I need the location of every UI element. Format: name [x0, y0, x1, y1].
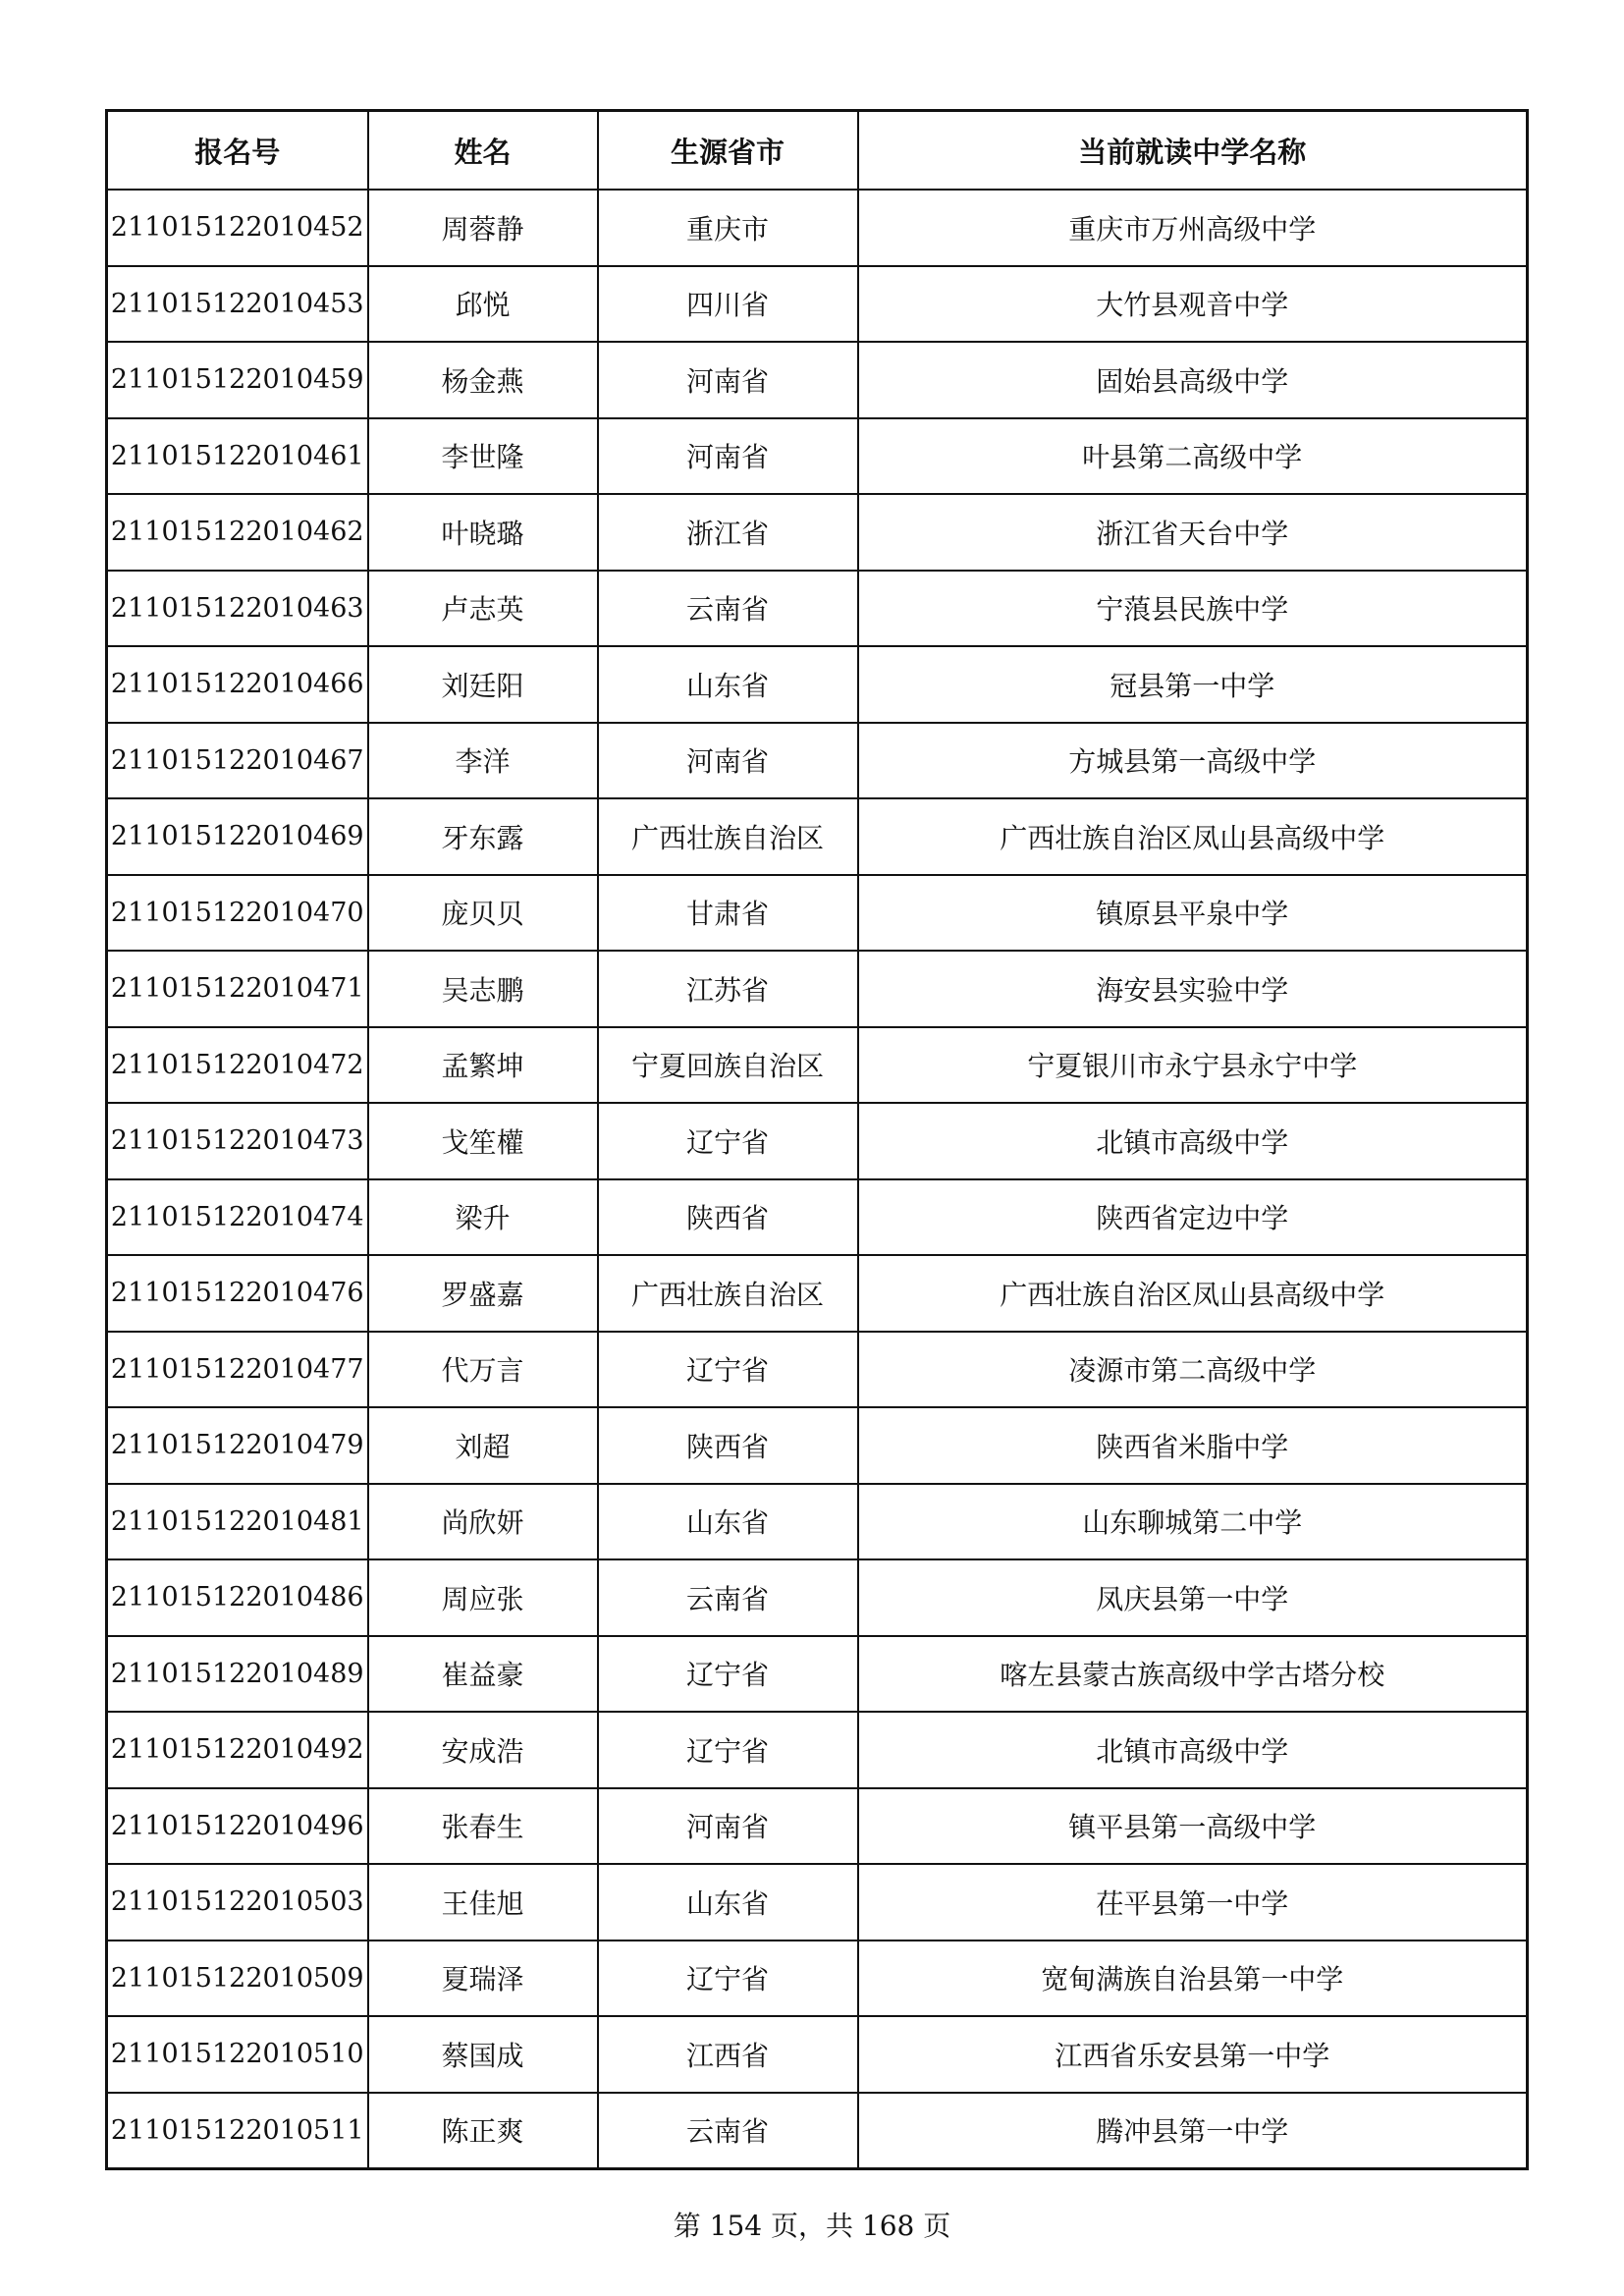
- table-row: [107, 1332, 1528, 1408]
- province-cell: 河南省: [598, 723, 858, 799]
- table-row: [107, 1255, 1528, 1332]
- table-body: [107, 190, 1528, 2169]
- name-cell: 杨金燕: [368, 342, 598, 418]
- province-cell: 河南省: [598, 418, 858, 495]
- registration-number-cell: 211015122010476: [107, 1255, 368, 1332]
- registration-number-cell: 211015122010473: [107, 1103, 368, 1179]
- name-cell: 牙东露: [368, 798, 598, 875]
- table-row: [107, 1559, 1528, 1636]
- registration-number-cell: 211015122010472: [107, 1027, 368, 1104]
- table-row: [107, 1484, 1528, 1560]
- province-cell: 河南省: [598, 1788, 858, 1865]
- name-cell: 卢志英: [368, 571, 598, 647]
- name-cell: 李洋: [368, 723, 598, 799]
- registration-number-cell: 211015122010466: [107, 646, 368, 723]
- table-row: [107, 723, 1528, 799]
- province-cell: 辽宁省: [598, 1636, 858, 1713]
- registration-number-cell: 211015122010489: [107, 1636, 368, 1713]
- name-cell: 吴志鹏: [368, 951, 598, 1027]
- school-cell: 腾冲县第一中学: [858, 2093, 1528, 2169]
- table-row: [107, 798, 1528, 875]
- table-row: [107, 571, 1528, 647]
- name-cell: 梁升: [368, 1179, 598, 1256]
- header-province: 生源省市: [598, 111, 858, 191]
- registration-number-cell: 211015122010510: [107, 2016, 368, 2093]
- province-cell: 山东省: [598, 1484, 858, 1560]
- province-cell: 云南省: [598, 571, 858, 647]
- header-name: 姓名: [368, 111, 598, 191]
- school-cell: 镇原县平泉中学: [858, 875, 1528, 952]
- registration-number-cell: 211015122010474: [107, 1179, 368, 1256]
- table-row: [107, 1636, 1528, 1713]
- registration-number-cell: 211015122010492: [107, 1712, 368, 1788]
- page-footer: 第 154 页，共 168 页: [673, 2210, 951, 2242]
- name-cell: 安成浩: [368, 1712, 598, 1788]
- table-row: [107, 1712, 1528, 1788]
- registration-number-cell: 211015122010470: [107, 875, 368, 952]
- province-cell: 浙江省: [598, 494, 858, 571]
- name-cell: 邱悦: [368, 266, 598, 343]
- name-cell: 王佳旭: [368, 1864, 598, 1941]
- table-header: [107, 111, 1528, 191]
- province-cell: 山东省: [598, 1864, 858, 1941]
- registration-number-cell: 211015122010467: [107, 723, 368, 799]
- school-cell: 宁蒗县民族中学: [858, 571, 1528, 647]
- table-row: [107, 342, 1528, 418]
- registration-number-cell: 211015122010461: [107, 418, 368, 495]
- province-cell: 四川省: [598, 266, 858, 343]
- province-cell: 云南省: [598, 1559, 858, 1636]
- province-cell: 辽宁省: [598, 1103, 858, 1179]
- table-row: [107, 2093, 1528, 2169]
- name-cell: 叶晓璐: [368, 494, 598, 571]
- province-cell: 河南省: [598, 342, 858, 418]
- school-cell: 广西壮族自治区凤山县高级中学: [858, 798, 1528, 875]
- school-cell: 山东聊城第二中学: [858, 1484, 1528, 1560]
- school-cell: 茌平县第一中学: [858, 1864, 1528, 1941]
- registration-number-cell: 211015122010509: [107, 1941, 368, 2017]
- name-cell: 陈正爽: [368, 2093, 598, 2169]
- roster-table: [105, 109, 1529, 2170]
- registration-number-cell: 211015122010453: [107, 266, 368, 343]
- registration-number-cell: 211015122010452: [107, 190, 368, 266]
- province-cell: 广西壮族自治区: [598, 1255, 858, 1332]
- registration-number-cell: 211015122010462: [107, 494, 368, 571]
- registration-number-cell: 211015122010496: [107, 1788, 368, 1865]
- school-cell: 镇平县第一高级中学: [858, 1788, 1528, 1865]
- header-row: [107, 111, 1528, 191]
- name-cell: 周应张: [368, 1559, 598, 1636]
- name-cell: 夏瑞泽: [368, 1941, 598, 2017]
- table-row: [107, 2016, 1528, 2093]
- school-cell: 宁夏银川市永宁县永宁中学: [858, 1027, 1528, 1104]
- province-cell: 江西省: [598, 2016, 858, 2093]
- province-cell: 辽宁省: [598, 1712, 858, 1788]
- name-cell: 代万言: [368, 1332, 598, 1408]
- province-cell: 辽宁省: [598, 1332, 858, 1408]
- table-row: [107, 418, 1528, 495]
- school-cell: 北镇市高级中学: [858, 1712, 1528, 1788]
- name-cell: 戈笙權: [368, 1103, 598, 1179]
- table-row: [107, 266, 1528, 343]
- registration-number-cell: 211015122010503: [107, 1864, 368, 1941]
- name-cell: 张春生: [368, 1788, 598, 1865]
- school-cell: 浙江省天台中学: [858, 494, 1528, 571]
- province-cell: 广西壮族自治区: [598, 798, 858, 875]
- school-cell: 陕西省米脂中学: [858, 1407, 1528, 1484]
- school-cell: 江西省乐安县第一中学: [858, 2016, 1528, 2093]
- roster-table-container: [105, 109, 1526, 2170]
- school-cell: 固始县高级中学: [858, 342, 1528, 418]
- name-cell: 罗盛嘉: [368, 1255, 598, 1332]
- school-cell: 北镇市高级中学: [858, 1103, 1528, 1179]
- table-row: [107, 1788, 1528, 1865]
- name-cell: 尚欣妍: [368, 1484, 598, 1560]
- table-row: [107, 1179, 1528, 1256]
- name-cell: 刘廷阳: [368, 646, 598, 723]
- registration-number-cell: 211015122010479: [107, 1407, 368, 1484]
- registration-number-cell: 211015122010463: [107, 571, 368, 647]
- school-cell: 冠县第一中学: [858, 646, 1528, 723]
- province-cell: 云南省: [598, 2093, 858, 2169]
- table-row: [107, 1407, 1528, 1484]
- province-cell: 重庆市: [598, 190, 858, 266]
- school-cell: 海安县实验中学: [858, 951, 1528, 1027]
- registration-number-cell: 211015122010477: [107, 1332, 368, 1408]
- registration-number-cell: 211015122010471: [107, 951, 368, 1027]
- name-cell: 周蓉静: [368, 190, 598, 266]
- province-cell: 陕西省: [598, 1407, 858, 1484]
- name-cell: 蔡国成: [368, 2016, 598, 2093]
- school-cell: 陕西省定边中学: [858, 1179, 1528, 1256]
- registration-number-cell: 211015122010481: [107, 1484, 368, 1560]
- registration-number-cell: 211015122010486: [107, 1559, 368, 1636]
- name-cell: 刘超: [368, 1407, 598, 1484]
- school-cell: 重庆市万州高级中学: [858, 190, 1528, 266]
- school-cell: 方城县第一高级中学: [858, 723, 1528, 799]
- province-cell: 辽宁省: [598, 1941, 858, 2017]
- registration-number-cell: 211015122010459: [107, 342, 368, 418]
- name-cell: 庞贝贝: [368, 875, 598, 952]
- table-row: [107, 1864, 1528, 1941]
- table-row: [107, 1103, 1528, 1179]
- school-cell: 叶县第二高级中学: [858, 418, 1528, 495]
- name-cell: 崔益豪: [368, 1636, 598, 1713]
- registration-number-cell: 211015122010469: [107, 798, 368, 875]
- header-registration-number: 报名号: [107, 111, 368, 191]
- registration-number-cell: 211015122010511: [107, 2093, 368, 2169]
- province-cell: 江苏省: [598, 951, 858, 1027]
- header-school: 当前就读中学名称: [858, 111, 1528, 191]
- table-row: [107, 190, 1528, 266]
- name-cell: 孟繁坤: [368, 1027, 598, 1104]
- school-cell: 宽甸满族自治县第一中学: [858, 1941, 1528, 2017]
- province-cell: 陕西省: [598, 1179, 858, 1256]
- province-cell: 甘肃省: [598, 875, 858, 952]
- table-row: [107, 875, 1528, 952]
- table-row: [107, 1027, 1528, 1104]
- school-cell: 凤庆县第一中学: [858, 1559, 1528, 1636]
- table-row: [107, 951, 1528, 1027]
- school-cell: 广西壮族自治区凤山县高级中学: [858, 1255, 1528, 1332]
- table-row: [107, 494, 1528, 571]
- school-cell: 凌源市第二高级中学: [858, 1332, 1528, 1408]
- school-cell: 大竹县观音中学: [858, 266, 1528, 343]
- table-row: [107, 646, 1528, 723]
- province-cell: 宁夏回族自治区: [598, 1027, 858, 1104]
- table-row: [107, 1941, 1528, 2017]
- province-cell: 山东省: [598, 646, 858, 723]
- school-cell: 喀左县蒙古族高级中学古塔分校: [858, 1636, 1528, 1713]
- name-cell: 李世隆: [368, 418, 598, 495]
